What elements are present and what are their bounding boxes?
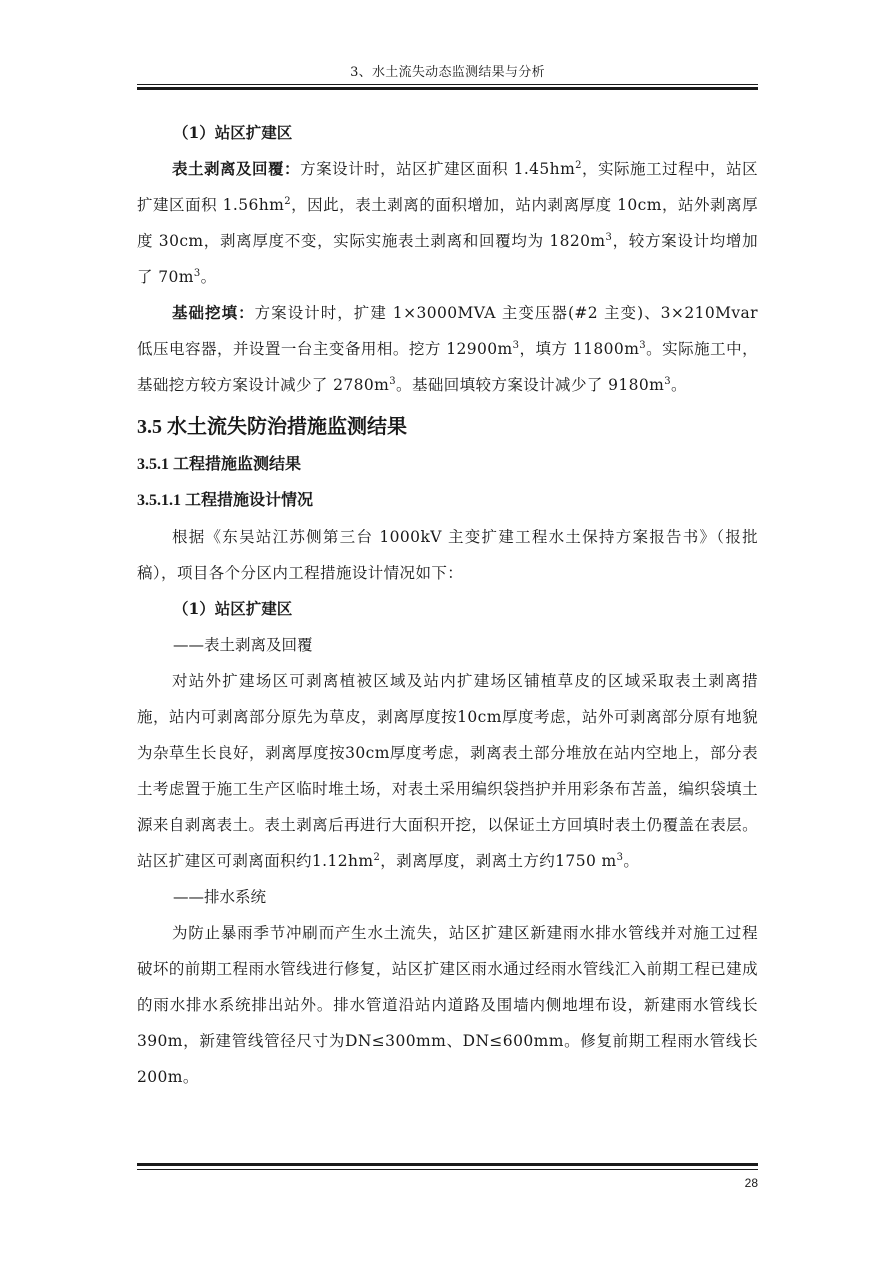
- superscript: 2: [284, 195, 291, 207]
- footer-rule-thick: [137, 1163, 758, 1166]
- header-rule-thick: [137, 87, 758, 90]
- item-heading-drainage: ——排水系统: [173, 888, 267, 906]
- page-number: 28: [744, 1176, 758, 1190]
- document-body: [137, 115, 758, 1095]
- text-run: 对站外扩建场区可剥离植被区域及站内扩建场区铺植草皮的区域采取表土剥离措施，站内可剥离部分原先为草皮，剥离厚度按10cm厚度考虑，站外可剥离部分原有地貌为杂草生长良好，剥离厚度按30cm厚度考虑，剥离表土部分堆放在站内空地上，部分表土考虑置于施工生产区临时堆土场，对表土采用编织袋挡护并用彩条布苫盖，编织袋填土源来自剥离表土。表土剥离后再进行大面积开挖，以保证土方回填时表土仍覆盖在表层。站区扩建区可剥离面积约1.12hm: [137, 672, 758, 870]
- paragraph-intro: 根据《东吴站江苏侧第三台 1000kV 主变扩建工程水土保持方案报告书》（报批稿），项目各个分区内工程措施设计情况如下：: [137, 528, 758, 582]
- item-heading-topsoil: ——表土剥离及回覆: [173, 636, 313, 654]
- text-run: 方案设计时，扩建 1×3000MVA 主变压器(#2 主变)、3×210Mvar 低压电容器，并设置一台主变备用相。挖方 12900m: [137, 304, 758, 358]
- paragraph-lead: 表土剥离及回覆：: [172, 159, 301, 178]
- paragraph-foundation-excavation: [137, 295, 758, 403]
- text-run: 。实际施工中，基础挖方较方案设计减少了 2780m: [137, 340, 758, 394]
- header-rule-thin: [137, 84, 758, 85]
- paragraph-drainage: 为防止暴雨季节冲刷而产生水土流失，站区扩建区新建雨水排水管线并对施工过程破坏的前期工程雨水管线进行修复，站区扩建区雨水通过经雨水管线汇入前期工程已建成的雨水排水系统排出站外。排水管道沿站内道路及围墙内侧地埋布设，新建雨水管线长390m，新建管线管径尺寸为DN≤300mm、DN≤600mm。修复前期工程雨水管线长200m。: [137, 924, 758, 1086]
- superscript: 3: [389, 375, 397, 387]
- paragraph-topsoil-stripping: [137, 151, 758, 295]
- text-run: ，因此，表土剥离的面积增加，站内剥离厚度 10cm，站外剥离厚度 30cm，剥离厚度不变，实际实施表土剥离和回覆均为 1820m: [137, 196, 759, 250]
- section-heading-3-5-1: 3.5.1 工程措施监测结果: [137, 456, 302, 473]
- text-run: 。基础回填较方案设计减少了 9180m: [396, 376, 665, 394]
- text-run: 。: [623, 852, 640, 870]
- section-heading-3-5-1-1: 3.5.1.1 工程措施设计情况: [137, 492, 314, 509]
- text-run: 。: [671, 376, 687, 394]
- text-run: 。: [200, 268, 217, 286]
- superscript: 3: [193, 267, 201, 279]
- text-run: 方案设计时，站区扩建区面积 1.45hm: [300, 160, 576, 178]
- paragraph-lead: 基础挖填：: [172, 303, 255, 322]
- text-run: ，实际施工过程中，站区扩建区面积 1.56hm: [137, 160, 759, 214]
- superscript: 3: [664, 375, 671, 387]
- footer-rule-thin: [137, 1169, 758, 1170]
- section-heading-3-5: 3.5 水土流失防治措施监测结果: [137, 416, 407, 438]
- text-run: ，剥离厚度，剥离土方约1750 m: [380, 852, 617, 870]
- superscript: 3: [605, 231, 613, 243]
- superscript: 2: [373, 851, 381, 863]
- subsection-heading: （1）站区扩建区: [173, 123, 293, 142]
- superscript: 2: [575, 159, 582, 171]
- paragraph-topsoil-measures: [137, 663, 758, 879]
- superscript: 3: [616, 851, 624, 863]
- superscript: 3: [639, 339, 647, 351]
- subsection-heading: （1）站区扩建区: [173, 599, 293, 618]
- superscript: 3: [512, 339, 520, 351]
- text-run: ，较方案设计均增加了 70m: [137, 232, 758, 286]
- text-run: ，填方 11800m: [519, 340, 640, 358]
- page-header: 3、水土流失动态监测结果与分析: [350, 65, 545, 80]
